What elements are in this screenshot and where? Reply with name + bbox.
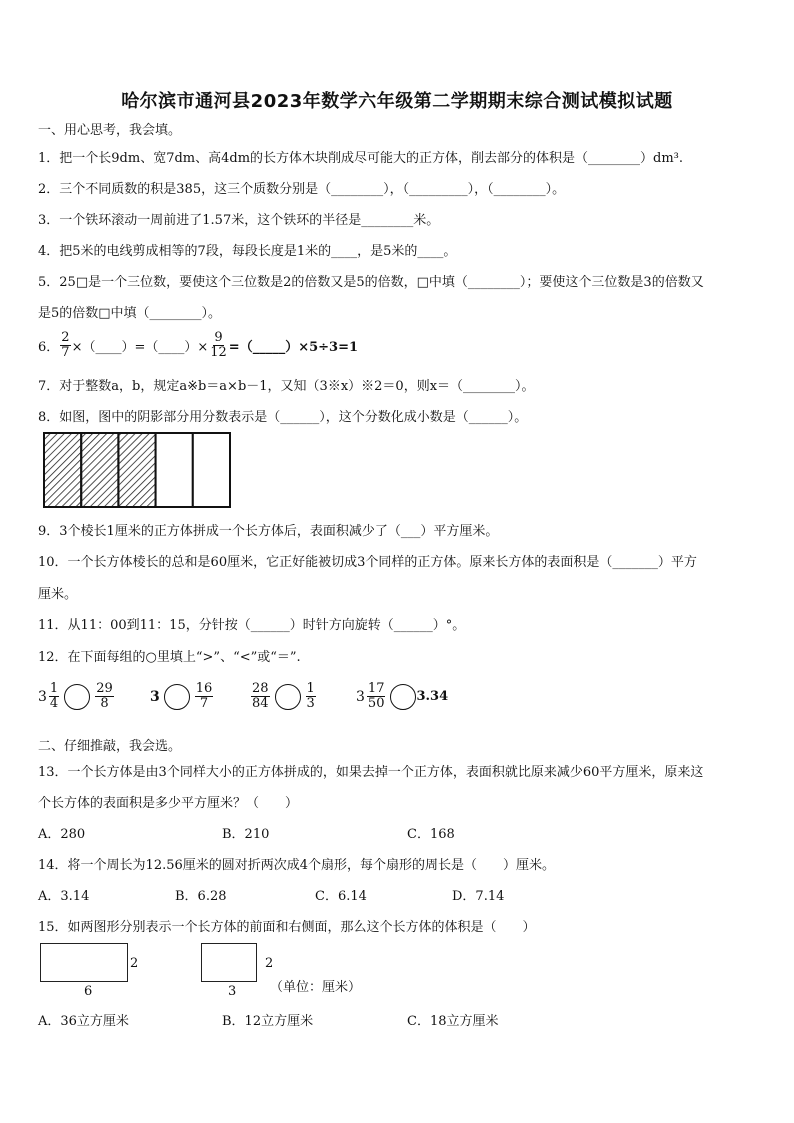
compare-item-1	[38, 682, 115, 711]
compare-circle-1[interactable]	[64, 684, 90, 710]
unit-label: （单位：厘米）	[270, 980, 362, 995]
section-2-heading: 二、仔细推敲，我会选。	[38, 739, 182, 754]
denominator: 7	[61, 345, 70, 360]
question-3: 3．一个铁环滚动一周前进了1.57米，这个铁环的半径是________米。	[38, 213, 440, 228]
question-2: 2．三个不同质数的积是385，这三个质数分别是（________），（_________），（________）。	[38, 182, 566, 197]
denominator: 84	[252, 696, 269, 711]
numerator: 1	[306, 681, 315, 696]
fraction-9-12	[209, 331, 228, 360]
question-6	[38, 331, 358, 360]
shaded-part	[118, 433, 155, 507]
compare-circle-4[interactable]	[390, 684, 416, 710]
question-10-line1: 10．一个长方体棱长的总和是60厘米，它正好能被切成3个同样的正方体。原来长方体的表面积是（_______）平方	[38, 555, 697, 570]
denominator: 12	[210, 345, 227, 360]
question-4: 4．把5米的电线剪成相等的7段，每段长度是1米的____，是5米的____。	[38, 244, 457, 259]
section-1-heading: 一、用心思考，我会填。	[38, 123, 182, 138]
right-value: 3.34	[416, 689, 449, 704]
fraction	[367, 682, 386, 711]
fraction	[195, 682, 214, 711]
front-face-rectangle	[40, 943, 128, 982]
question-8-figure	[40, 429, 232, 511]
question-5-line1: 5．25□是一个三位数，要使这个三位数是2的倍数又是5的倍数，□中填（________）；要使这个三位数是3的倍数又	[38, 275, 704, 290]
q14-option-a[interactable]: A．3.14	[38, 889, 90, 904]
compare-item-4	[356, 682, 448, 711]
question-6-part2: =（_____）×5÷3=1	[228, 340, 359, 355]
whole-part: 3	[356, 688, 365, 705]
side-height-label: 2	[265, 956, 274, 971]
whole-part: 3	[38, 688, 47, 705]
q14-option-b[interactable]: B．6.28	[175, 889, 227, 904]
shaded-part	[81, 433, 118, 507]
numerator: 17	[367, 681, 385, 696]
question-9: 9．3个棱长1厘米的正方体拼成一个长方体后，表面积减少了（___）平方厘米。	[38, 524, 499, 539]
question-13-line1: 13．一个长方体是由3个同样大小的正方体拼成的，如果去掉一个正方体，表面积就比原来减少60平方厘米，原来这	[38, 765, 704, 780]
mixed-number	[356, 682, 386, 711]
numerator: 9	[214, 330, 223, 345]
left-value: 3	[150, 688, 160, 705]
fraction-2-7	[60, 331, 70, 360]
q13-option-a[interactable]: A．280	[38, 827, 86, 842]
unshaded-part	[193, 433, 230, 507]
question-6-part1: ×（____）=（____）×	[71, 340, 209, 355]
question-13-line2: 个长方体的表面积是多少平方厘米？（ ）	[38, 796, 299, 811]
q13-option-b[interactable]: B．210	[222, 827, 270, 842]
q15-option-b[interactable]: B．12立方厘米	[222, 1014, 314, 1029]
question-11: 11．从11：00到11：15，分针按（______）时针方向旋转（______）°。	[38, 618, 466, 633]
front-width-label: 6	[84, 984, 93, 999]
side-width-label: 3	[228, 984, 237, 999]
compare-item-3	[250, 682, 317, 711]
numerator: 16	[195, 681, 213, 696]
question-7: 7．对于整数a，b，规定a※b＝a×b－1，又知（3※x）※2＝0，则x＝（________）。	[38, 379, 535, 394]
question-10-line2: 厘米。	[38, 587, 78, 602]
question-14: 14．将一个周长为12.56厘米的圆对折两次成4个扇形，每个扇形的周长是（ ）厘米。	[38, 858, 556, 873]
question-6-number: 6．	[38, 340, 60, 355]
page-title: 哈尔滨市通河县2023年数学六年级第二学期期末综合测试模拟试题	[121, 91, 673, 112]
q15-option-c[interactable]: C．18立方厘米	[407, 1014, 499, 1029]
q14-option-c[interactable]: C．6.14	[315, 889, 367, 904]
denominator: 7	[199, 696, 209, 711]
question-12: 12．在下面每组的○里填上“>”、“<”或“＝”.	[38, 650, 301, 665]
mixed-number	[38, 682, 60, 711]
denominator: 3	[306, 696, 315, 711]
compare-item-2	[150, 682, 214, 711]
question-5-line2: 是5的倍数□中填（________）。	[38, 306, 222, 321]
q15-option-a[interactable]: A．36立方厘米	[38, 1014, 129, 1029]
denominator: 50	[367, 696, 385, 711]
q13-option-c[interactable]: C．168	[407, 827, 455, 842]
side-face-rectangle	[201, 943, 257, 982]
numerator: 2	[61, 330, 70, 345]
q14-option-d[interactable]: D．7.14	[452, 889, 505, 904]
shaded-part	[44, 433, 81, 507]
question-1: 1．把一个长9dm、宽7dm、高4dm的长方体木块削成尽可能大的正方体，削去部分的体积是（________）dm³.	[38, 151, 684, 166]
compare-circle-3[interactable]	[275, 684, 301, 710]
numerator: 29	[96, 681, 113, 696]
question-15: 15．如两图形分别表示一个长方体的前面和右侧面，那么这个长方体的体积是（ ）	[38, 920, 536, 935]
compare-circle-2[interactable]	[164, 684, 190, 710]
denominator: 8	[100, 696, 109, 711]
front-height-label: 2	[130, 956, 139, 971]
fraction	[49, 682, 59, 711]
denominator: 4	[49, 696, 59, 711]
numerator: 1	[49, 681, 59, 696]
fraction	[306, 682, 316, 711]
unshaded-part	[156, 433, 193, 507]
fraction	[95, 682, 114, 711]
numerator: 28	[252, 681, 269, 696]
fraction	[251, 682, 270, 711]
question-8: 8．如图，图中的阴影部分用分数表示是（______），这个分数化成小数是（______）。	[38, 410, 528, 425]
